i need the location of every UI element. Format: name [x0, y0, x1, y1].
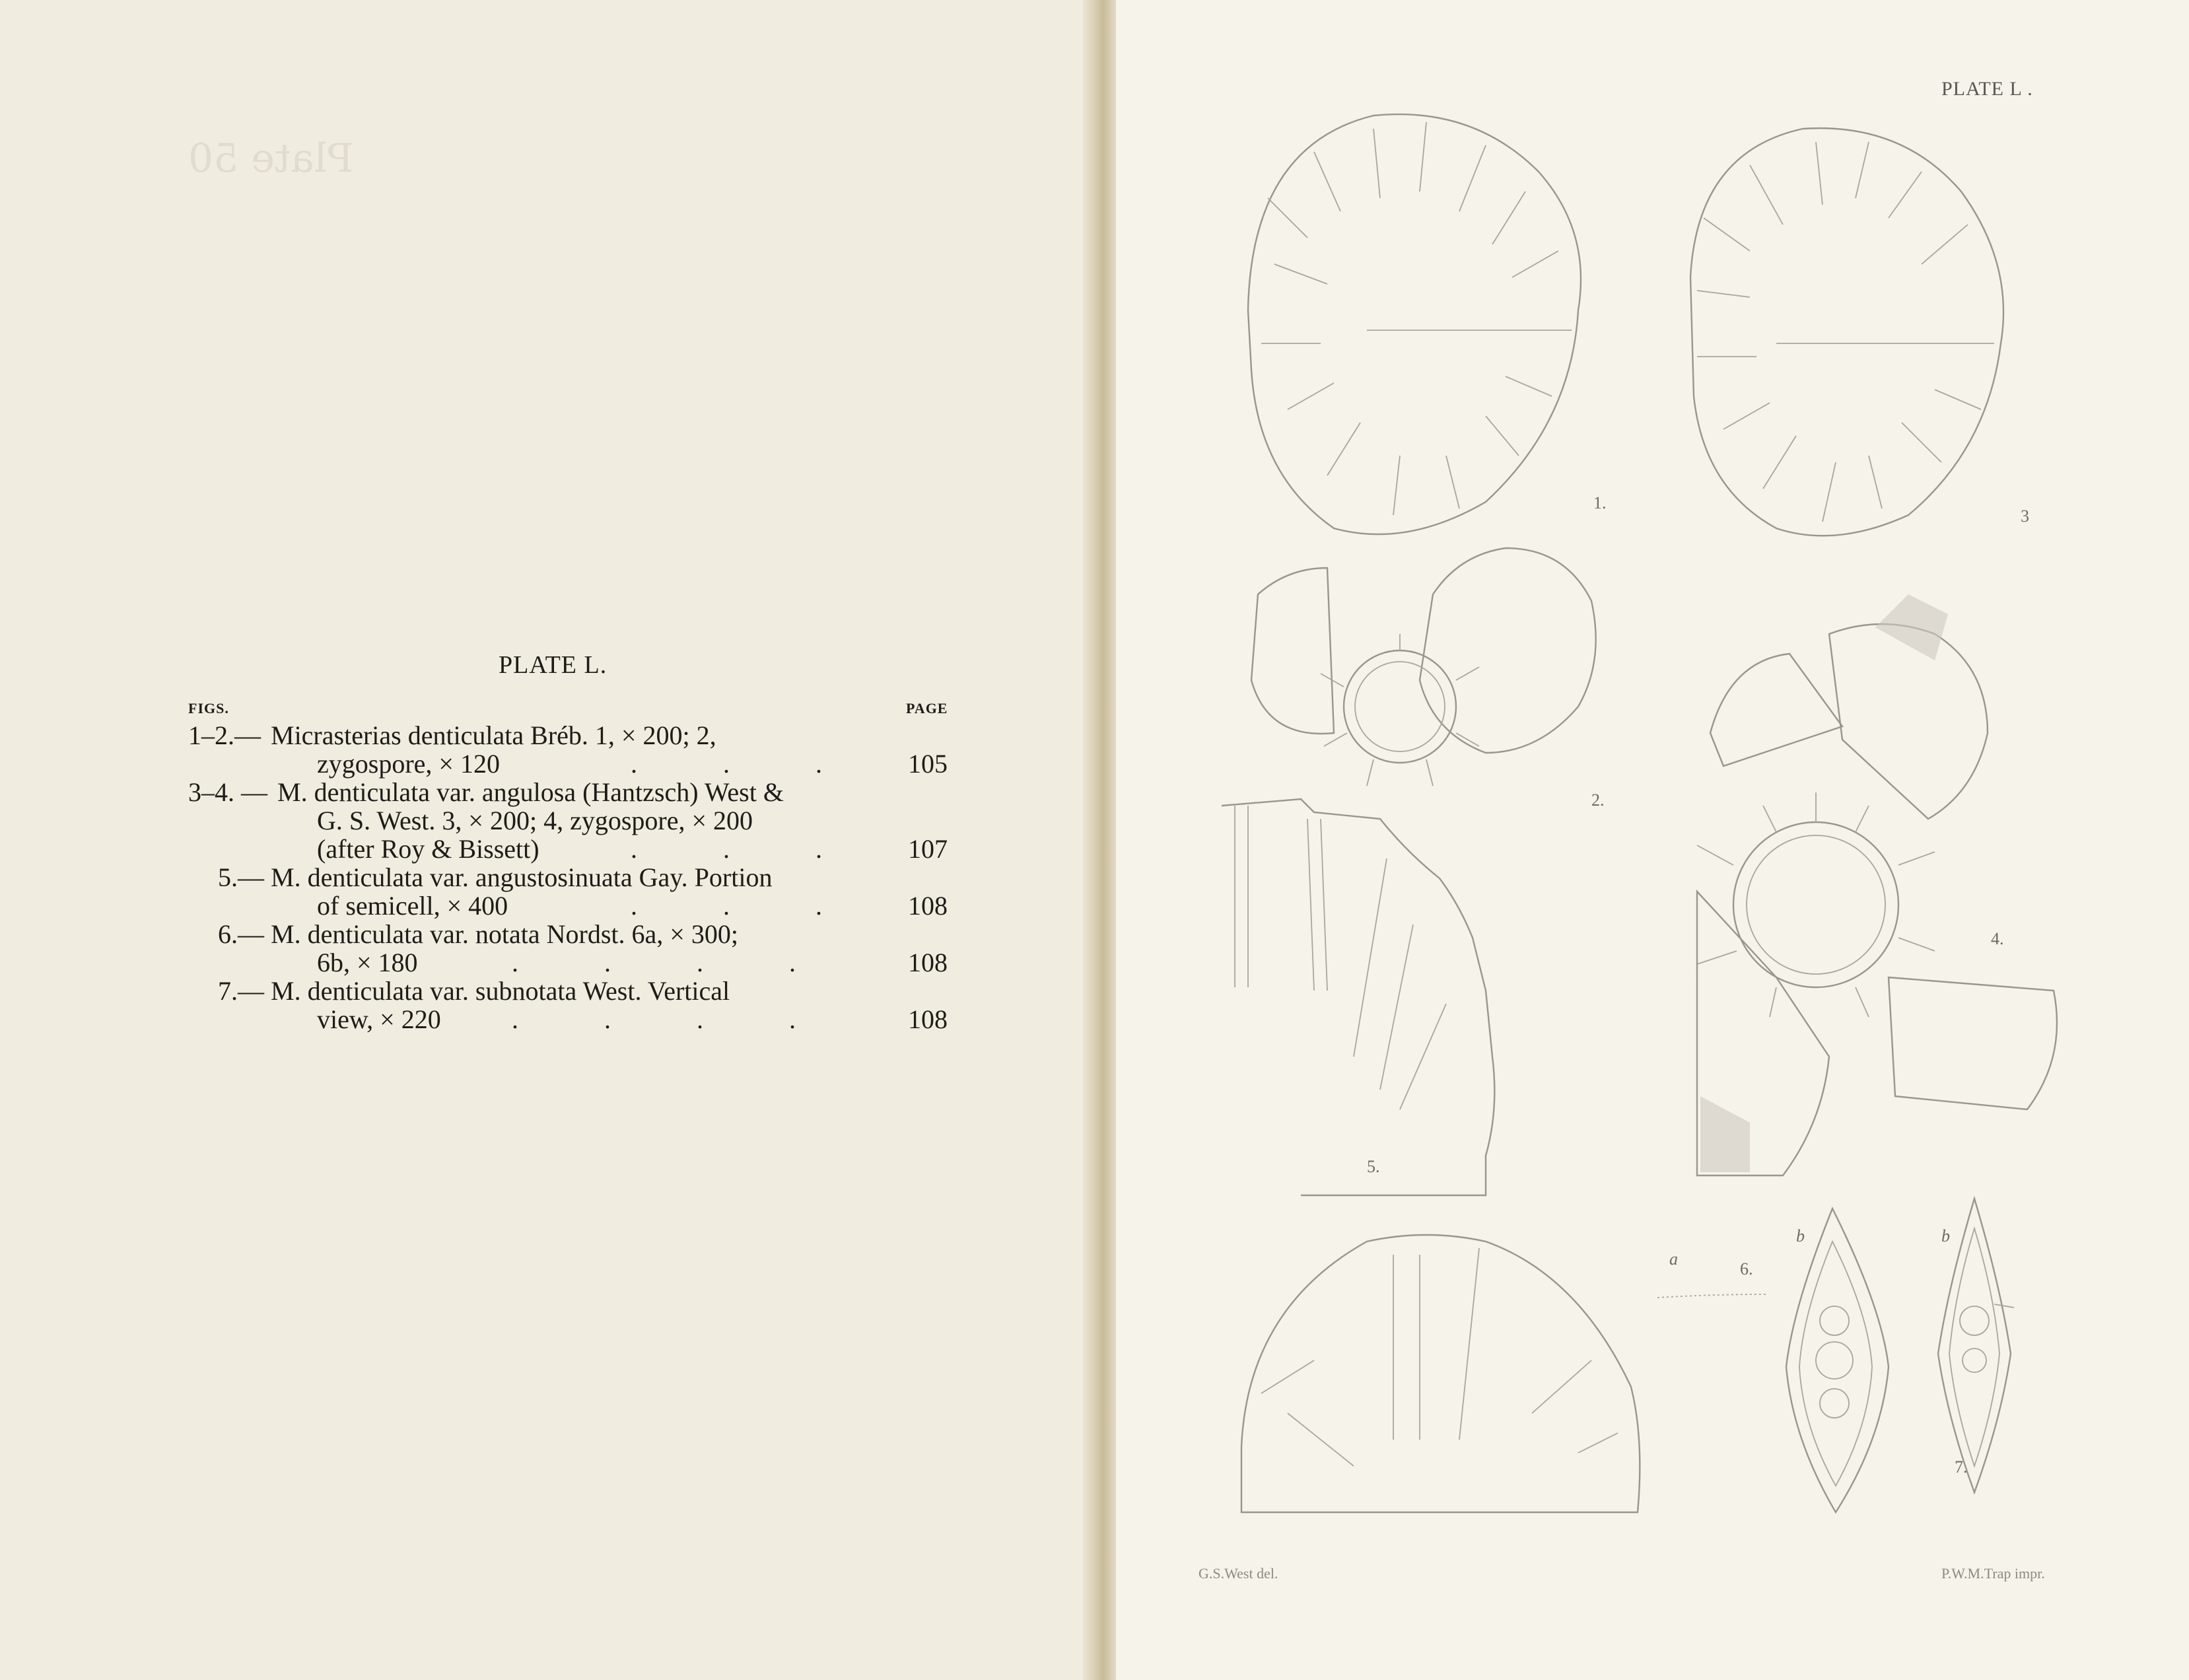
figure-6a-drawing: [1241, 1235, 1640, 1512]
figure-1-drawing: [1248, 114, 1581, 534]
fig-number: 3–4. —: [188, 777, 267, 807]
page-number: 108: [908, 948, 948, 977]
page-column-header: PAGE: [906, 700, 948, 717]
entry-line: Micrasterias denticulata Bréb. 1, × 200; 2,: [271, 720, 716, 750]
leader-dots: . . .: [631, 834, 862, 864]
entry-line: M. denticulata var. subnotata West. Vertical: [271, 976, 730, 1006]
fig-label-7: 7.: [1955, 1457, 1968, 1477]
fig-label-4: 4.: [1991, 929, 2004, 948]
entry-line: M. denticulata var. angulosa (Hantzsch) West &: [277, 777, 784, 807]
fig-label-7b: b: [1941, 1226, 1950, 1245]
figure-3-drawing: [1690, 128, 2003, 536]
leader-dots: . . . .: [512, 948, 835, 977]
figure-6b-drawing: [1786, 1208, 1889, 1512]
fig-number: 5.—: [218, 862, 264, 892]
fig-label-1: 1.: [1593, 493, 1607, 512]
plate-illustration: [1116, 0, 2189, 1680]
entry-line: of semicell, × 400: [317, 891, 508, 921]
leader-dots: . . .: [631, 749, 862, 779]
figure-5-drawing: [1222, 799, 1494, 1195]
ghost-show-through-text: Plate 50: [188, 135, 354, 182]
fig-number: 7.—: [218, 976, 264, 1006]
right-page: [1116, 0, 2189, 1680]
entry-line: zygospore, × 120: [317, 749, 500, 779]
figs-column-header: FIGS.: [188, 700, 229, 717]
figure-4-drawing: [1697, 594, 2057, 1175]
fig-label-6a: a: [1669, 1249, 1678, 1269]
page-number: 108: [908, 1004, 948, 1034]
entry-line: M. denticulata var. angustosinuata Gay. Portion: [271, 862, 773, 892]
fig-number: 6.—: [218, 919, 264, 949]
fig-label-6b: b: [1796, 1226, 1805, 1245]
entry-line: M. denticulata var. notata Nordst. 6a, × 300;: [271, 919, 738, 949]
figure-2-drawing: [1251, 548, 1596, 786]
page-number: 105: [908, 749, 948, 779]
leader-dots: . . .: [631, 891, 862, 921]
page-number: 107: [908, 834, 948, 864]
entry-line: 6b, × 180: [317, 948, 418, 977]
entry-line: G. S. West. 3, × 200; 4, zygospore, × 200: [317, 806, 753, 835]
fig-number: 1–2.—: [188, 720, 261, 750]
fig-label-3: 3: [2021, 507, 2029, 526]
entry-line: (after Roy & Bissett): [317, 834, 539, 864]
entry-line: view, × 220: [317, 1004, 441, 1034]
fig-label-5: 5.: [1367, 1157, 1380, 1176]
fig-label-2: 2.: [1591, 790, 1605, 810]
credit-printer: P.W.M.Trap impr.: [1941, 1565, 2045, 1582]
plate-header: PLATE L .: [1941, 78, 2033, 100]
figure-list: [0, 720, 1096, 1050]
credit-artist: G.S.West del.: [1199, 1565, 1278, 1582]
fig-label-6: 6.: [1740, 1259, 1753, 1278]
plate-title: PLATE L.: [499, 651, 608, 679]
leader-dots: . . . .: [512, 1004, 835, 1034]
page-number: 108: [908, 891, 948, 921]
